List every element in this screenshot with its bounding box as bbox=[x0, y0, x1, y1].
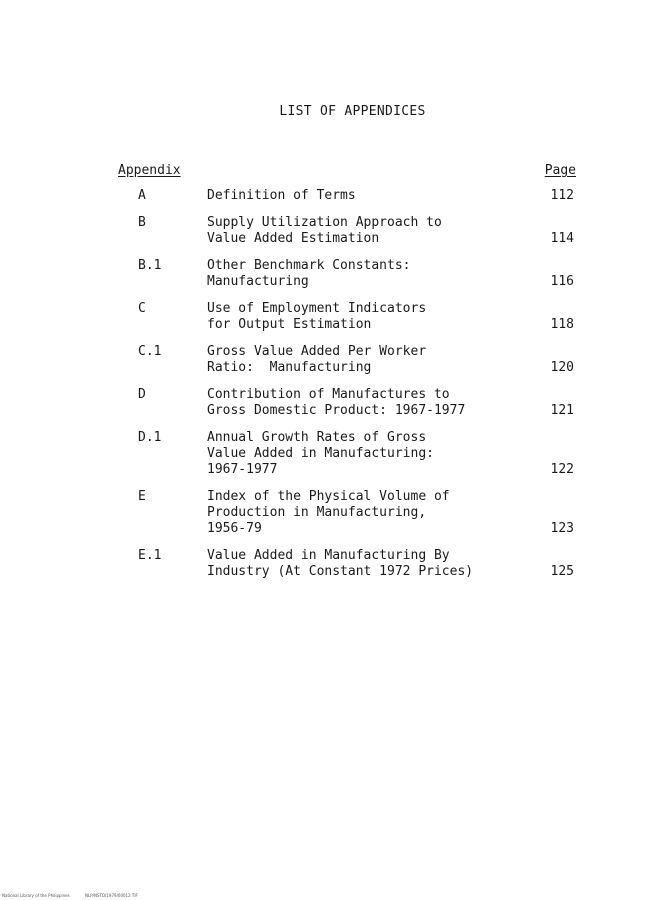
appendix-entry bbox=[0, 489, 662, 537]
appendix-title bbox=[207, 430, 527, 478]
page-column-header: Page bbox=[544, 163, 576, 178]
appendix-title-line: Index of the Physical Volume of bbox=[207, 489, 450, 504]
appendix-column-header: Appendix bbox=[118, 163, 181, 178]
appendix-page-number: 123 bbox=[550, 521, 574, 536]
appendix-code: B bbox=[138, 215, 146, 230]
appendix-title-line: Annual Growth Rates of Gross bbox=[207, 430, 427, 445]
appendix-title-line: Use of Employment Indicators bbox=[207, 301, 427, 316]
appendix-code: A bbox=[138, 188, 146, 203]
appendix-title-line: Gross Value Added Per Worker bbox=[207, 344, 427, 359]
appendix-title-line: Other Benchmark Constants: bbox=[207, 258, 411, 273]
appendix-entry bbox=[0, 258, 662, 290]
appendix-title bbox=[207, 548, 527, 580]
appendix-title-line: Gross Domestic Product: 1967-1977 bbox=[207, 403, 466, 418]
appendix-page-number: 121 bbox=[550, 403, 574, 418]
appendix-title-line: Production in Manufacturing, bbox=[207, 505, 427, 520]
appendix-title-line: Ratio: Manufacturing bbox=[207, 360, 372, 375]
appendix-code: E.1 bbox=[138, 548, 162, 563]
appendix-entry bbox=[0, 215, 662, 247]
appendix-title bbox=[207, 344, 527, 376]
appendix-code: D.1 bbox=[138, 430, 162, 445]
appendix-entry bbox=[0, 548, 662, 580]
appendix-title-line: Supply Utilization Approach to bbox=[207, 215, 442, 230]
appendix-code: C bbox=[138, 301, 146, 316]
page-title: LIST OF APPENDICES bbox=[279, 104, 426, 119]
footer-note bbox=[2, 893, 152, 898]
appendix-title bbox=[207, 387, 527, 419]
footer-library: National Library of the Philippines bbox=[2, 893, 70, 898]
appendix-code: B.1 bbox=[138, 258, 162, 273]
appendix-title bbox=[207, 215, 527, 247]
appendix-title-line: 1956-79 bbox=[207, 521, 262, 536]
appendix-title-line: Value Added Estimation bbox=[207, 231, 380, 246]
appendix-page-number: 116 bbox=[550, 274, 574, 289]
appendix-title bbox=[207, 188, 527, 204]
appendix-page-number: 125 bbox=[550, 564, 574, 579]
appendix-list bbox=[0, 188, 662, 591]
appendix-title-line: Value Added in Manufacturing By bbox=[207, 548, 450, 563]
appendix-title-line: Definition of Terms bbox=[207, 188, 356, 203]
appendix-code: C.1 bbox=[138, 344, 162, 359]
appendix-title bbox=[207, 489, 527, 537]
appendix-code: D bbox=[138, 387, 146, 402]
appendix-page-number: 112 bbox=[550, 188, 574, 203]
appendix-title-line: Industry (At Constant 1972 Prices) bbox=[207, 564, 474, 579]
appendix-title-line: Contribution of Manufactures to bbox=[207, 387, 450, 402]
footer-image-ref: NLP/NSTD/1979/00012 TIF bbox=[85, 893, 138, 898]
appendix-entry bbox=[0, 344, 662, 376]
appendix-entry bbox=[0, 430, 662, 478]
appendix-entry bbox=[0, 188, 662, 204]
appendix-page-number: 122 bbox=[550, 462, 574, 477]
appendix-title-line: Value Added in Manufacturing: bbox=[207, 446, 434, 461]
appendix-page-number: 114 bbox=[550, 231, 574, 246]
appendix-title-line: 1967-1977 bbox=[207, 462, 278, 477]
appendix-entry bbox=[0, 387, 662, 419]
appendix-page-number: 120 bbox=[550, 360, 574, 375]
appendix-title-line: Manufacturing bbox=[207, 274, 309, 289]
appendix-page-number: 118 bbox=[550, 317, 574, 332]
appendix-code: E bbox=[138, 489, 146, 504]
appendix-title bbox=[207, 301, 527, 333]
appendix-entry bbox=[0, 301, 662, 333]
appendix-title-line: for Output Estimation bbox=[207, 317, 372, 332]
appendix-title bbox=[207, 258, 527, 290]
